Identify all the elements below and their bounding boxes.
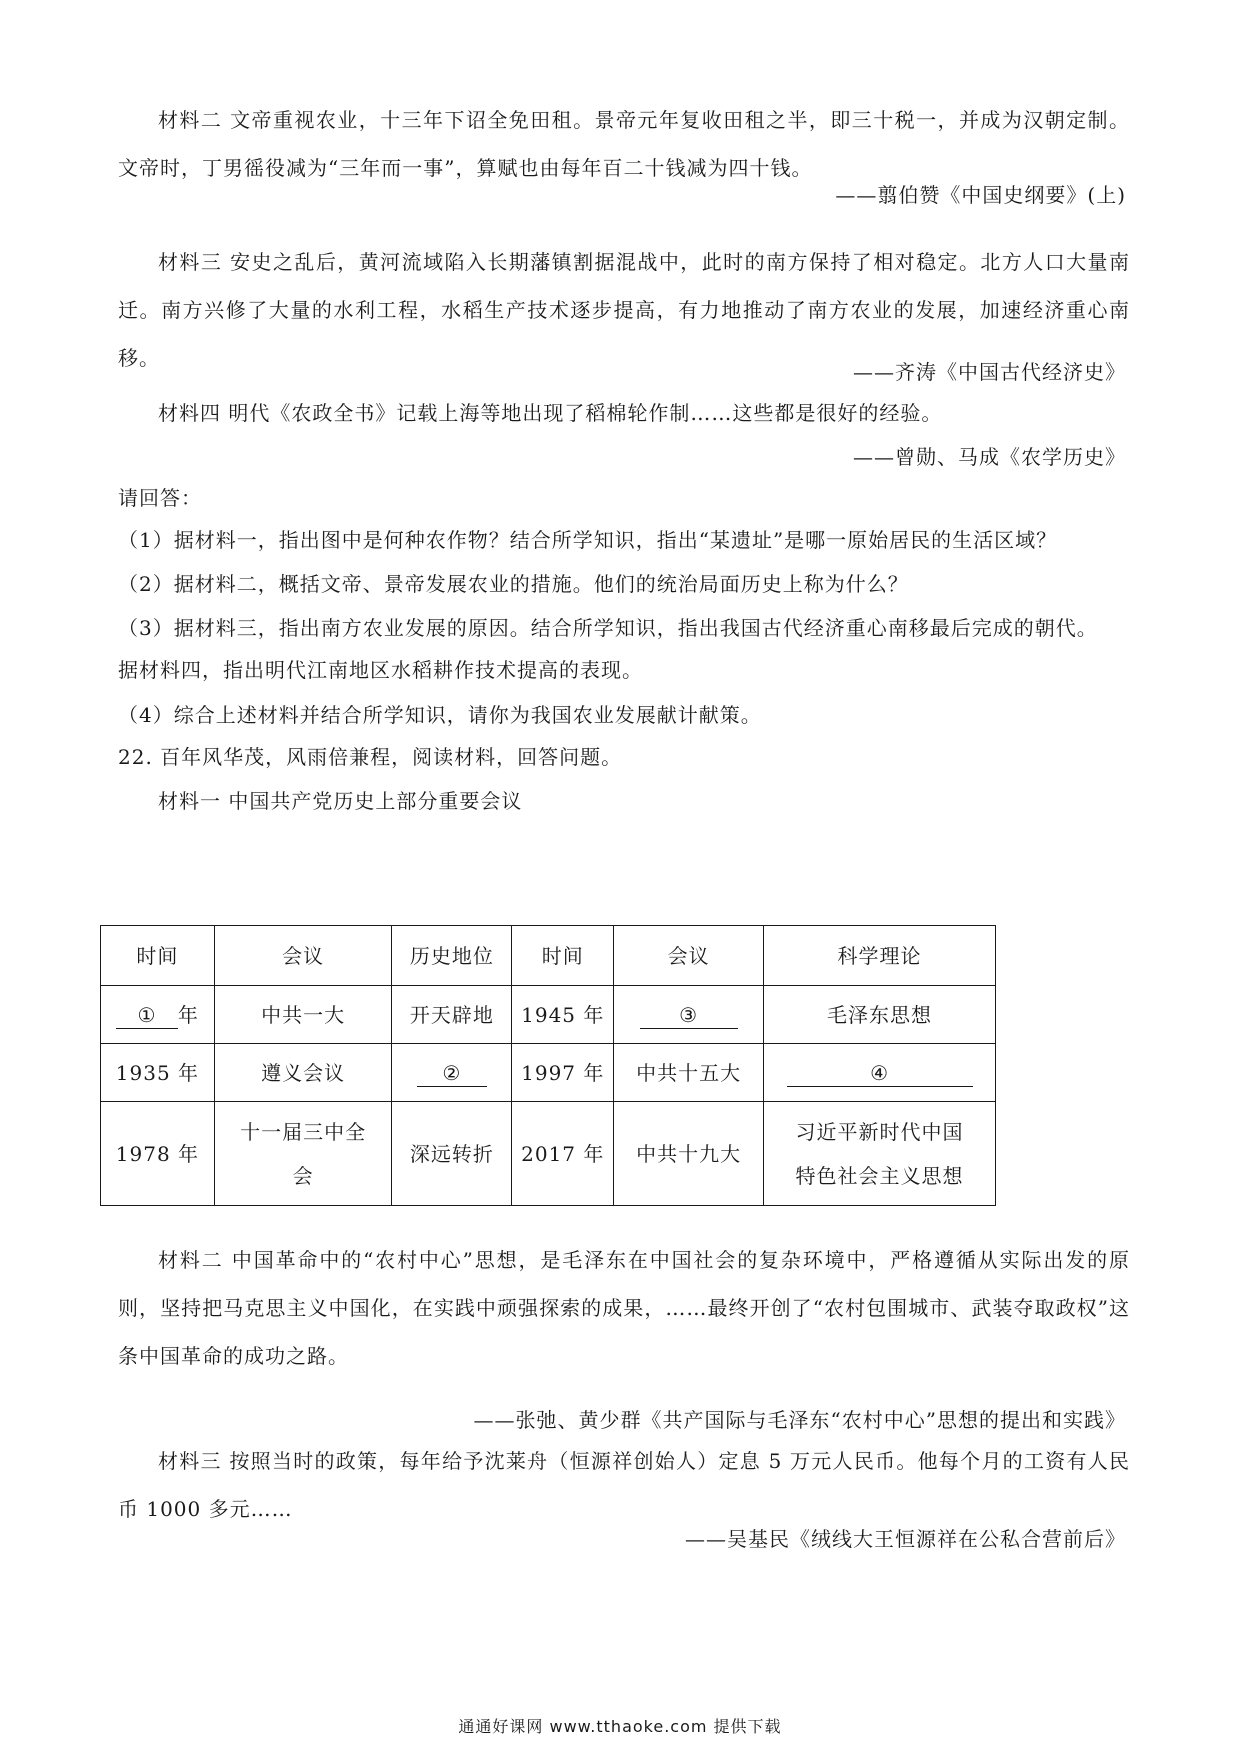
header-theory: 科学理论 — [764, 926, 996, 986]
table-cell: 1935 年 — [101, 1044, 215, 1102]
header-status: 历史地位 — [392, 926, 512, 986]
question-22-title: 22. 百年风华茂，风雨倍兼程，阅读材料，回答问题。 — [118, 745, 623, 769]
header-time: 时间 — [512, 926, 614, 986]
blank-1: ① — [116, 1002, 178, 1029]
header-meeting: 会议 — [614, 926, 764, 986]
table-cell: 2017 年 — [512, 1102, 614, 1206]
table-cell: 习近平新时代中国特色社会主义思想 — [764, 1102, 996, 1206]
material-4-passage: 材料四 明代《农政全书》记载上海等地出现了稻棉轮作制……这些都是很好的经验。 — [158, 401, 943, 425]
q22-material-2-passage: 材料二 中国革命中的“农村中心”思想，是毛泽东在中国社会的复杂环境中，严格遵循从实际出发的原则，坚持把马克思主义中国化，在实践中顽强探索的成果，……最终开创了“农村包围城市、武装夺取政权”这条中国革命的成功之路。 — [118, 1248, 1130, 1368]
table-header-row — [101, 926, 996, 986]
table-cell: 1997 年 — [512, 1044, 614, 1102]
table-cell: 遵义会议 — [214, 1044, 392, 1102]
q22-material-3-source: ——吴基民《绒线大王恒源祥在公私合营前后》 — [685, 1527, 1126, 1551]
table-cell: 中共一大 — [214, 986, 392, 1044]
header-meeting: 会议 — [214, 926, 392, 986]
question-3: （3）据材料三，指出南方农业发展的原因。结合所学知识，指出我国古代经济重心南移最后完成的朝代。 — [118, 616, 1098, 640]
table-cell — [101, 986, 215, 1044]
table-row — [101, 1044, 996, 1102]
blank-3: ③ — [640, 1002, 738, 1029]
table-cell: 毛泽东思想 — [764, 986, 996, 1044]
header-time: 时间 — [101, 926, 215, 986]
material-2-passage: 材料二 文帝重视农业，十三年下诏全免田租。景帝元年复收田租之半，即三十税一，并成为汉朝定制。文帝时，丁男徭役减为“三年而一事”，算赋也由每年百二十钱减为四十钱。 — [118, 108, 1130, 180]
question-1: （1）据材料一，指出图中是何种农作物？结合所学知识，指出“某遗址”是哪一原始居民的生活区域？ — [118, 528, 1058, 552]
blank-2: ② — [417, 1060, 487, 1087]
table-cell: 1978 年 — [101, 1102, 215, 1206]
table-row — [101, 1102, 996, 1206]
blank-4: ④ — [787, 1060, 973, 1087]
table-cell — [614, 986, 764, 1044]
page-footer: 通通好课网 www.tthaoke.com 提供下载 — [458, 1717, 782, 1736]
material-4-source: ——曾勋、马成《农学历史》 — [853, 445, 1126, 469]
table-cell: 开天辟地 — [392, 986, 512, 1044]
table-cell: 深远转折 — [392, 1102, 512, 1206]
table-cell: 十一届三中全会 — [214, 1102, 392, 1206]
table-row — [101, 986, 996, 1044]
question-2: （2）据材料二，概括文帝、景帝发展农业的措施。他们的统治局面历史上称为什么？ — [118, 572, 909, 596]
q22-material-3-passage: 材料三 按照当时的政策，每年给予沈莱舟（恒源祥创始人）定息 5 万元人民币。他每个月的工资有人民币 1000 多元…… — [118, 1449, 1130, 1521]
party-meetings-table — [100, 925, 996, 1206]
table-cell — [764, 1044, 996, 1102]
table-cell: 1945 年 — [512, 986, 614, 1044]
answer-prompt: 请回答： — [118, 486, 202, 510]
table-cell — [392, 1044, 512, 1102]
material-1-caption: 材料一 中国共产党历史上部分重要会议 — [158, 789, 523, 813]
q22-material-2-source: ——张弛、黄少群《共产国际与毛泽东“农村中心”思想的提出和实践》 — [473, 1408, 1126, 1432]
question-3-continued: 据材料四，指出明代江南地区水稻耕作技术提高的表现。 — [118, 658, 643, 682]
table-cell: 中共十五大 — [614, 1044, 764, 1102]
material-2-source: ——翦伯赞《中国史纲要》(上) — [835, 183, 1126, 207]
year-suffix: 年 — [177, 1002, 199, 1027]
material-3-source: ——齐涛《中国古代经济史》 — [853, 360, 1126, 384]
question-4: （4）综合上述材料并结合所学知识，请你为我国农业发展献计献策。 — [118, 703, 762, 727]
table-cell: 中共十九大 — [614, 1102, 764, 1206]
material-3-passage: 材料三 安史之乱后，黄河流域陷入长期藩镇割据混战中，此时的南方保持了相对稳定。北方人口大量南迁。南方兴修了大量的水利工程，水稻生产技术逐步提高，有力地推动了南方农业的发展，加速经济重心南移。 — [118, 250, 1130, 370]
